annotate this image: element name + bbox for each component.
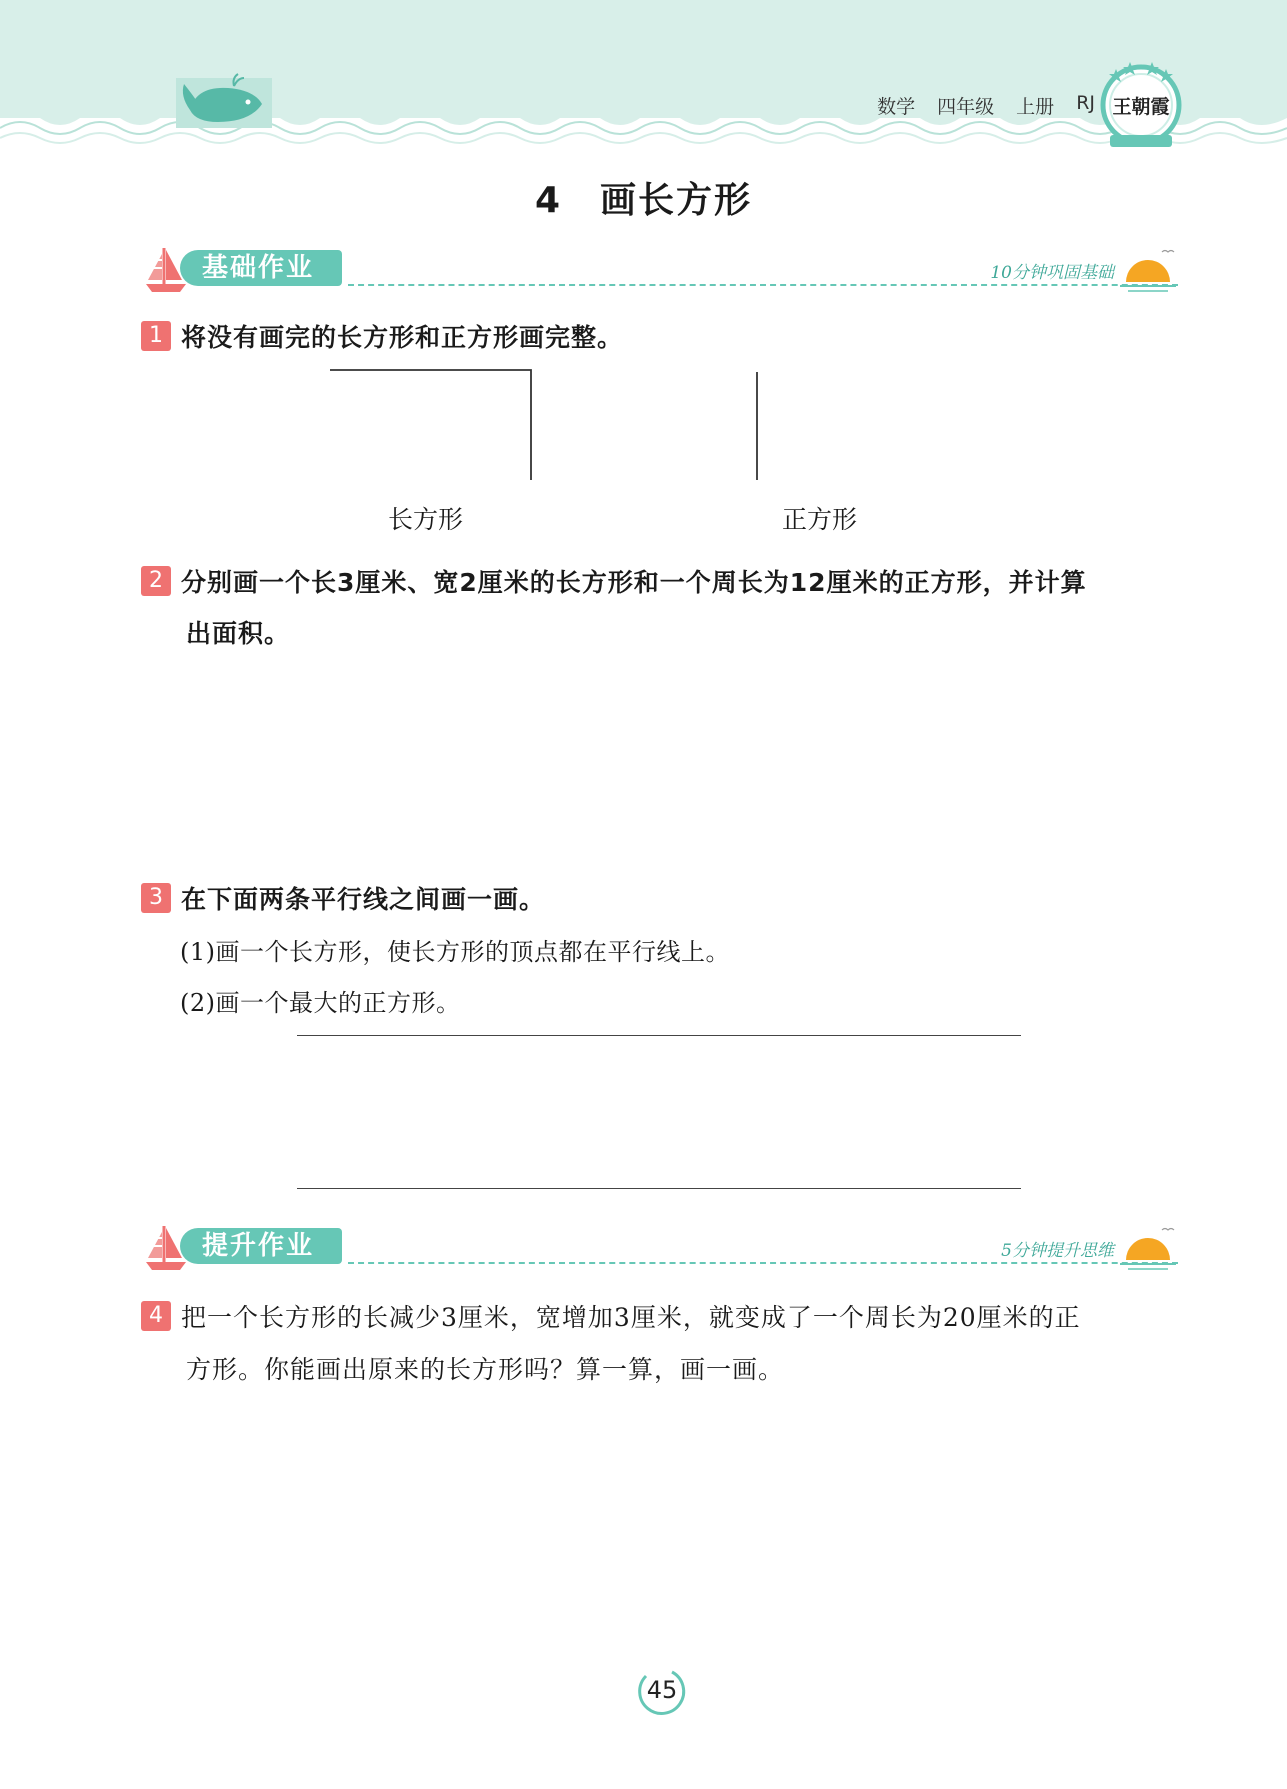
question-3 — [141, 880, 545, 916]
question-4 — [141, 1298, 1081, 1334]
square-label: 正方形 — [782, 505, 858, 534]
whale-icon — [176, 74, 272, 128]
rectangle-label: 长方形 — [388, 505, 464, 534]
sub-question-2: (2)画一个最大的正方形。 — [180, 989, 461, 1017]
question-text-line2: 方形。你能画出原来的长方形吗？算一算，画一画。 — [186, 1355, 785, 1384]
section-divider — [348, 284, 1178, 286]
question-number: 4 — [141, 1301, 171, 1331]
section-time-note: 10分钟巩固基础 — [990, 263, 1114, 283]
section-divider — [348, 1262, 1178, 1264]
question-2 — [141, 563, 1087, 599]
sunrise-icon — [1118, 1224, 1178, 1274]
question-text-line2: 出面积。 — [186, 619, 291, 648]
header-band — [0, 0, 1287, 160]
logo-text: 王朝霞 — [1112, 96, 1170, 118]
section-banner-advanced — [138, 1222, 1178, 1278]
subject-label: 数学 — [877, 96, 916, 118]
sub-question-1: (1)画一个长方形，使长方形的顶点都在平行线上。 — [180, 938, 730, 966]
question-1 — [141, 318, 623, 354]
parallel-line-top — [297, 1035, 1021, 1036]
edition-label: RJ — [1076, 92, 1095, 114]
page-number: 45 — [646, 1676, 678, 1704]
grade-label: 四年级 — [937, 96, 995, 118]
section-title: 基础作业 — [180, 250, 342, 286]
rectangle-partial — [330, 370, 531, 480]
section-banner-basic — [138, 244, 1178, 300]
question-text-line1: 分别画一个长3厘米、宽2厘米的长方形和一个周长为12厘米的正方形，并计算 — [181, 568, 1087, 597]
question-text: 将没有画完的长方形和正方形画完整。 — [181, 323, 624, 352]
unfinished-shapes — [320, 365, 770, 485]
page-title: 4 画长方形 — [534, 180, 753, 221]
sunrise-icon — [1118, 246, 1178, 296]
question-number: 3 — [141, 883, 171, 913]
question-text-line1: 把一个长方形的长减少3厘米，宽增加3厘米，就变成了一个周长为20厘米的正 — [181, 1303, 1081, 1332]
question-number: 2 — [141, 566, 171, 596]
section-title: 提升作业 — [180, 1228, 342, 1264]
book-info — [877, 92, 1095, 119]
question-number: 1 — [141, 321, 171, 351]
section-time-note: 5分钟提升思维 — [1001, 1241, 1114, 1261]
volume-label: 上册 — [1016, 96, 1055, 118]
question-text: 在下面两条平行线之间画一画。 — [181, 885, 546, 914]
parallel-line-bottom — [297, 1188, 1021, 1189]
brand-logo — [1098, 55, 1184, 151]
